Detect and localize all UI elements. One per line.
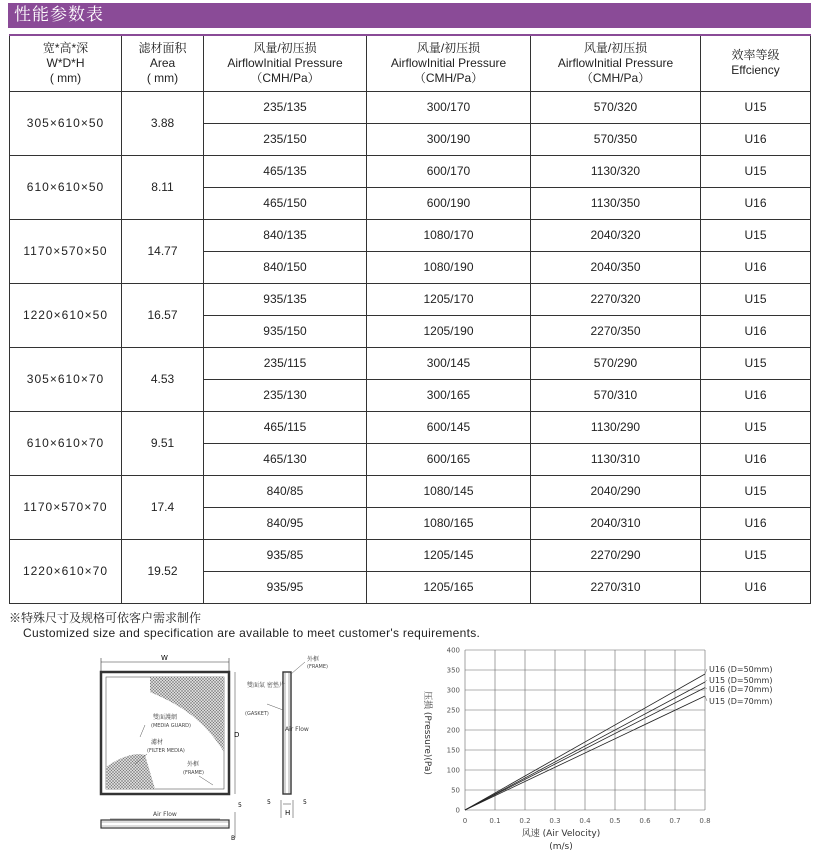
- efficiency-cell: U16: [701, 123, 811, 155]
- x-tick-label: 0: [462, 817, 468, 825]
- airflow-pressure-cell: 1205/190: [367, 315, 531, 347]
- bottom-frame: [101, 820, 229, 828]
- airflow-pressure-cell: 840/135: [204, 219, 367, 251]
- filter-drawing: [95, 652, 335, 842]
- column-header-line: 风量/初压损: [583, 40, 648, 55]
- column-header-2: [204, 35, 367, 91]
- airflow-pressure-cell: 570/350: [531, 123, 701, 155]
- guard-en: (MEDIA GUARD): [151, 723, 191, 729]
- series-label: U16 (D=70mm): [709, 685, 773, 694]
- y-tick-label: 300: [446, 686, 460, 695]
- airflow-pressure-cell: 600/170: [367, 155, 531, 187]
- x-tick-label: 0.3: [549, 817, 561, 825]
- efficiency-cell: U16: [701, 379, 811, 411]
- airflow-pressure-cell: 935/85: [204, 539, 367, 571]
- column-header-line: AirflowInitial Pressure: [227, 55, 343, 70]
- column-header-line: Area: [149, 55, 176, 70]
- b-label: B: [231, 835, 236, 842]
- airflow-pressure-cell: 235/135: [204, 91, 367, 123]
- airflow-pressure-cell: 1205/170: [367, 283, 531, 315]
- width-label: W: [161, 654, 168, 662]
- efficiency-cell: U15: [701, 539, 811, 571]
- y-tick-label: 0: [455, 806, 460, 815]
- x-tick-label: 0.2: [519, 817, 531, 825]
- y-tick-label: 200: [446, 726, 460, 735]
- column-header-0: [10, 35, 122, 91]
- table-row: [10, 91, 811, 123]
- airflow-pressure-cell: 600/145: [367, 411, 531, 443]
- airflow-pressure-cell: 2040/290: [531, 475, 701, 507]
- airflow-pressure-cell: 300/170: [367, 91, 531, 123]
- frame-cn-side: 外框: [307, 656, 320, 663]
- size-cell: 1170×570×70: [10, 475, 122, 539]
- column-header-line: Effciency: [731, 63, 780, 78]
- airflow-side: Air Flow: [285, 726, 309, 733]
- size-cell: 305×610×70: [10, 347, 122, 411]
- pressure-chart: [405, 645, 805, 853]
- airflow-pressure-cell: 1205/145: [367, 539, 531, 571]
- size-cell: 1170×570×50: [10, 219, 122, 283]
- airflow-pressure-cell: 935/150: [204, 315, 367, 347]
- y-tick-label: 250: [446, 706, 460, 715]
- airflow-pressure-cell: 2040/320: [531, 219, 701, 251]
- y-tick-label: 100: [446, 766, 460, 775]
- custom-note: [9, 611, 480, 641]
- airflow-pressure-cell: 600/165: [367, 443, 531, 475]
- x-axis-label: 风速 (Air Velocity): [521, 829, 601, 839]
- column-header-5: [701, 35, 811, 91]
- airflow-pressure-cell: 235/115: [204, 347, 367, 379]
- table-row: [10, 475, 811, 507]
- airflow-bottom: Air Flow: [153, 811, 177, 818]
- airflow-pressure-cell: 1130/310: [531, 443, 701, 475]
- airflow-pressure-cell: 1080/190: [367, 251, 531, 283]
- airflow-pressure-cell: 840/85: [204, 475, 367, 507]
- column-header-line: AirflowInitial Pressure: [557, 55, 674, 70]
- frame-cn-front: 外框: [187, 761, 200, 768]
- airflow-pressure-cell: 1130/350: [531, 187, 701, 219]
- efficiency-cell: U16: [701, 507, 811, 539]
- area-cell: 9.51: [122, 411, 204, 475]
- x-tick-label: 0.1: [489, 817, 501, 825]
- area-cell: 4.53: [122, 347, 204, 411]
- column-header-3: [367, 35, 531, 91]
- table-row: [10, 411, 811, 443]
- size-cell: 1220×610×70: [10, 539, 122, 603]
- column-header-line: （CMH/Pa）: [580, 70, 651, 85]
- table-row: [10, 347, 811, 379]
- airflow-pressure-cell: 1080/165: [367, 507, 531, 539]
- y-axis-label: 压损 (Pressure)(Pa): [422, 691, 432, 775]
- gasket-en: (GASKET): [245, 711, 269, 717]
- column-header-line: （CMH/Pa）: [250, 70, 320, 85]
- table-header-row: [10, 35, 811, 91]
- x-tick-label: 0.6: [639, 817, 651, 825]
- airflow-pressure-cell: 600/190: [367, 187, 531, 219]
- dim-5-bottom: 5: [238, 802, 242, 809]
- airflow-pressure-cell: 570/310: [531, 379, 701, 411]
- efficiency-cell: U15: [701, 155, 811, 187]
- airflow-pressure-cell: 570/320: [531, 91, 701, 123]
- efficiency-cell: U16: [701, 443, 811, 475]
- page-title: 性能参数表: [8, 3, 811, 28]
- area-cell: 19.52: [122, 539, 204, 603]
- height-label: H: [285, 809, 291, 817]
- efficiency-cell: U16: [701, 251, 811, 283]
- size-cell: 1220×610×50: [10, 283, 122, 347]
- table-row: [10, 283, 811, 315]
- x-axis-unit: (m/s): [549, 842, 573, 852]
- airflow-pressure-cell: 465/150: [204, 187, 367, 219]
- airflow-pressure-cell: 840/95: [204, 507, 367, 539]
- airflow-pressure-cell: 2040/310: [531, 507, 701, 539]
- column-header-line: 效率等级: [731, 48, 780, 63]
- table-row: [10, 155, 811, 187]
- size-cell: 305×610×50: [10, 91, 122, 155]
- series-label: U15 (D=50mm): [709, 676, 773, 685]
- airflow-pressure-cell: 2270/310: [531, 571, 701, 603]
- column-header-line: （CMH/Pa）: [413, 70, 484, 85]
- size-cell: 610×610×70: [10, 411, 122, 475]
- area-cell: 8.11: [122, 155, 204, 219]
- dim-5-right: 5: [303, 799, 307, 806]
- airflow-pressure-cell: 935/95: [204, 571, 367, 603]
- airflow-pressure-cell: 2040/350: [531, 251, 701, 283]
- airflow-pressure-cell: 300/165: [367, 379, 531, 411]
- efficiency-cell: U15: [701, 219, 811, 251]
- size-cell: 610×610×50: [10, 155, 122, 219]
- airflow-pressure-cell: 1205/165: [367, 571, 531, 603]
- airflow-pressure-cell: 1080/145: [367, 475, 531, 507]
- airflow-pressure-cell: 840/150: [204, 251, 367, 283]
- column-header-line: 风量/初压损: [253, 40, 317, 55]
- performance-table: [9, 34, 811, 604]
- gasket-cn: 雙面氣 密墊片: [247, 682, 285, 689]
- table-row: [10, 539, 811, 571]
- frame-en-side: (FRAME): [307, 664, 328, 670]
- media-cn: 濾材: [151, 739, 164, 746]
- series-label: U16 (D=50mm): [709, 665, 773, 674]
- note-cn: ※特殊尺寸及规格可依客户需求制作: [9, 611, 202, 625]
- column-header-line: AirflowInitial Pressure: [390, 55, 507, 70]
- x-tick-label: 0.7: [669, 817, 681, 825]
- airflow-pressure-cell: 235/130: [204, 379, 367, 411]
- airflow-pressure-cell: 2270/290: [531, 539, 701, 571]
- column-header-line: 宽*高*深: [42, 40, 89, 55]
- airflow-pressure-cell: 570/290: [531, 347, 701, 379]
- area-cell: 17.4: [122, 475, 204, 539]
- x-tick-label: 0.4: [579, 817, 591, 825]
- area-cell: 16.57: [122, 283, 204, 347]
- efficiency-cell: U16: [701, 571, 811, 603]
- table-row: [10, 219, 811, 251]
- area-cell: 14.77: [122, 219, 204, 283]
- airflow-pressure-cell: 465/130: [204, 443, 367, 475]
- y-tick-label: 150: [446, 746, 460, 755]
- column-header-1: [122, 35, 204, 91]
- frame-en-front: (FRAME): [183, 770, 204, 776]
- efficiency-cell: U15: [701, 347, 811, 379]
- media-en: (FILTER MEDIA): [147, 748, 185, 754]
- dim-5-left: 5: [267, 799, 271, 806]
- efficiency-cell: U15: [701, 91, 811, 123]
- airflow-pressure-cell: 300/190: [367, 123, 531, 155]
- x-tick-label: 0.5: [609, 817, 621, 825]
- airflow-pressure-cell: 1080/170: [367, 219, 531, 251]
- column-header-line: 风量/初压损: [416, 40, 481, 55]
- efficiency-cell: U15: [701, 283, 811, 315]
- airflow-pressure-cell: 300/145: [367, 347, 531, 379]
- area-cell: 3.88: [122, 91, 204, 155]
- airflow-pressure-cell: 465/135: [204, 155, 367, 187]
- column-header-4: [531, 35, 701, 91]
- y-tick-label: 350: [446, 666, 460, 675]
- efficiency-cell: U16: [701, 315, 811, 347]
- column-header-line: ( mm): [146, 70, 179, 85]
- x-tick-label: 0.8: [699, 817, 711, 825]
- y-tick-label: 50: [451, 786, 460, 795]
- airflow-pressure-cell: 2270/350: [531, 315, 701, 347]
- y-tick-label: 400: [446, 646, 460, 655]
- airflow-pressure-cell: 1130/290: [531, 411, 701, 443]
- airflow-pressure-cell: 1130/320: [531, 155, 701, 187]
- guard-cn: 雙面護網: [153, 714, 178, 721]
- airflow-pressure-cell: 465/115: [204, 411, 367, 443]
- column-header-line: W*D*H: [46, 55, 85, 70]
- efficiency-cell: U15: [701, 475, 811, 507]
- airflow-pressure-cell: 2270/320: [531, 283, 701, 315]
- note-en: Customized size and specification are available to meet customer's requirements.: [23, 626, 481, 640]
- efficiency-cell: U16: [701, 187, 811, 219]
- efficiency-cell: U15: [701, 411, 811, 443]
- column-header-line: 滤材面积: [138, 40, 187, 55]
- series-label: U15 (D=70mm): [709, 697, 773, 706]
- depth-label: D: [234, 731, 240, 739]
- airflow-pressure-cell: 235/150: [204, 123, 367, 155]
- table-body: [10, 91, 811, 603]
- column-header-line: ( mm): [49, 70, 82, 85]
- side-frame: [283, 672, 291, 794]
- airflow-pressure-cell: 935/135: [204, 283, 367, 315]
